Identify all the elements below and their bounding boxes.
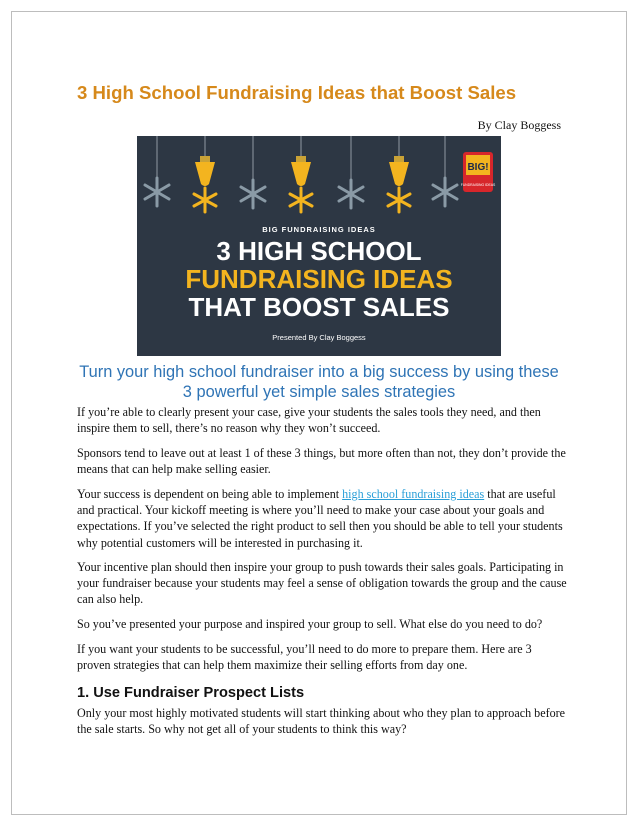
paragraph-3-text-start: Your success is dependent on being able to implement: [77, 487, 343, 501]
snowflake-icon: [194, 188, 216, 212]
subtitle: Turn your high school fundraiser into a big success by using these 3 powerful yet simple sales strategies: [79, 363, 559, 401]
snowflake-icon: [241, 180, 265, 208]
ornament-icon: [291, 156, 311, 186]
paragraph-4: Your incentive plan should then inspire your group to push towards their sales goals. Participating in your fundraiser because your students may feel a sense of obligation towards the group and the cause can also help.: [77, 560, 567, 607]
snowflake-icon: [388, 188, 410, 212]
banner-kicker: BIG FUNDRAISING IDEAS: [262, 225, 376, 234]
snowflake-icon: [145, 178, 169, 206]
big-logo: [461, 152, 496, 192]
banner-line-3: THAT BOOST SALES: [188, 292, 450, 322]
paragraph-2: Sponsors tend to leave out at least 1 of these 3 things, but more often than not, they don’t provide the means that can help make selling easier.: [77, 446, 566, 477]
svg-text:BIG!: BIG!: [467, 162, 489, 173]
ornament-icon: [389, 156, 409, 186]
byline: By Clay Boggess: [477, 118, 561, 132]
paragraph-7: Only your most highly motivated students will start thinking about who they plan to approach before the sale starts. So why not get all of your students to think this way?: [77, 706, 566, 737]
snowflake-icon: [433, 178, 457, 206]
paragraph-3-text-end: that are useful and practical. Your kickoff meeting is where you’ll need to make your case about your goals and expectations. If you’ve selected the right product to sell then you should be able to tell your students why potential customers will be interested in purchasing it.: [77, 487, 563, 550]
snowflake-icon: [339, 180, 363, 208]
banner-line-2: FUNDRAISING IDEAS: [185, 264, 453, 294]
ornament-icon: [195, 156, 215, 186]
banner-image: [137, 136, 501, 356]
banner-graphic: [137, 136, 501, 356]
svg-text:FUNDRAISING IDEAS: FUNDRAISING IDEAS: [460, 183, 496, 187]
banner-line-1: 3 HIGH SCHOOL: [216, 236, 422, 266]
fundraising-ideas-link[interactable]: high school fundraising ideas: [342, 487, 485, 501]
page-title: 3 High School Fundraising Ideas that Boost Sales: [77, 82, 517, 103]
paragraph-5: So you’ve presented your purpose and inspired your group to sell. What else do you need to do?: [77, 617, 543, 631]
banner-presented: Presented By Clay Boggess: [272, 333, 366, 342]
section-heading: 1. Use Fundraiser Prospect Lists: [77, 685, 305, 701]
snowflake-icon: [290, 188, 312, 212]
paragraph-3: [77, 486, 567, 551]
paragraph-6: If you want your students to be successful, you’ll need to do more to prepare them. Here are 3 proven strategies that can help them maximize their selling efforts from day one.: [77, 642, 532, 673]
paragraph-1: If you’re able to clearly present your case, give your students the sales tools they need, and then inspire them to sell, there’s no reason why they won’t succeed.: [77, 405, 541, 436]
